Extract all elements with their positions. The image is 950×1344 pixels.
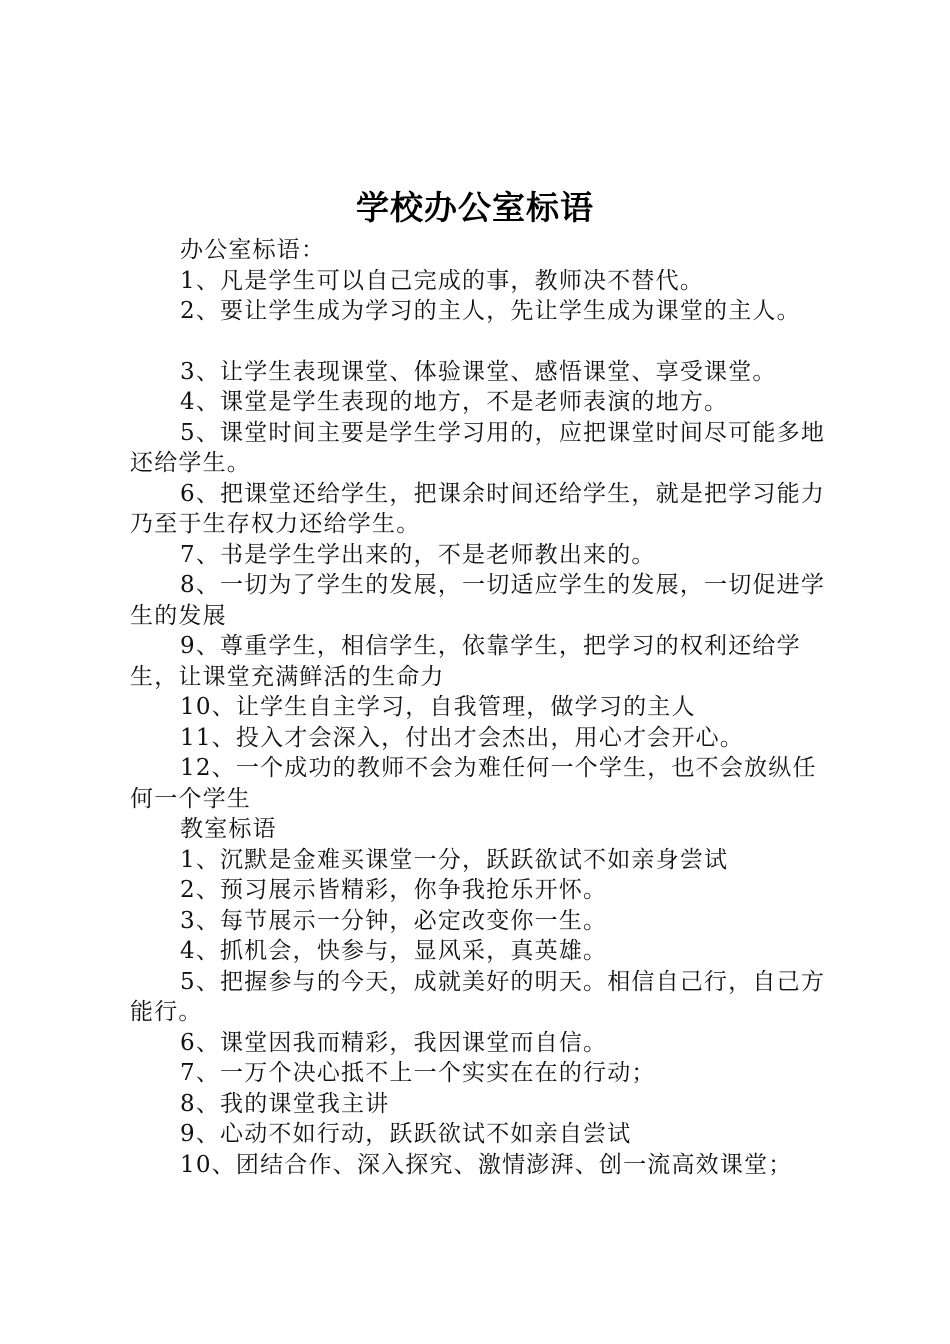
list-item: 4、抓机会，快参与，显风采，真英雄。 [180,938,608,964]
list-item: 7、书是学生学出来的，不是老师教出来的。 [180,541,656,568]
list-item: 8、一切为了学生的发展，一切适应学生的发展，一切促进学生的发展 [130,572,826,629]
list-item: 1、沉默是金难买课堂一分，跃跃欲试不如亲身尝试 [180,846,729,873]
list-item: 8、我的课堂我主讲 [180,1090,390,1117]
list-item: 6、把课堂还给学生，把课余时间还给学生，就是把学习能力乃至于生存权力还给学生。 [130,480,826,537]
section-heading-office: 办公室标语： [180,237,326,263]
list-item: 2、预习展示皆精彩，你争我抢乐开怀。 [180,877,608,903]
document-body [130,235,832,1180]
section-heading-classroom: 教室标语 [180,816,277,842]
document-title: 学校办公室标语 [356,188,594,227]
list-item: 5、把握参与的今天，成就美好的明天。相信自己行，自己方能行。 [130,968,826,1025]
list-item: 11、投入才会深入，付出才会杰出，用心才会开心。 [180,724,745,751]
list-item: 9、心动不如行动，跃跃欲试不如亲自尝试 [180,1121,632,1147]
list-item: 10、让学生自主学习，自我管理，做学习的主人 [180,694,696,720]
list-item: 2、要让学生成为学习的主人，先让学生成为课堂的主人。 [180,298,801,324]
list-item: 7、一万个决心抵不上一个实实在在的行动； [180,1060,656,1086]
list-item: 3、每节展示一分钟，必定改变你一生。 [180,907,608,934]
list-item: 5、课堂时间主要是学生学习用的，应把课堂时间尽可能多地还给学生。 [130,419,826,476]
list-item: 1、凡是学生可以自己完成的事，教师决不替代。 [180,267,705,294]
list-item: 4、课堂是学生表现的地方，不是老师表演的地方。 [180,389,729,415]
list-item: 12、一个成功的教师不会为难任何一个学生，也不会放纵任何一个学生 [130,755,817,812]
list-item: 9、尊重学生，相信学生，依靠学生，把学习的权利还给学生，让课堂充满鲜活的生命力 [130,633,801,690]
list-item: 10、团结合作、深入探究、激情澎湃、创一流高效课堂； [180,1151,793,1178]
list-item: 6、课堂因我而精彩，我因课堂而自信。 [180,1029,608,1056]
list-item: 3、让学生表现课堂、体验课堂、感悟课堂、享受课堂。 [180,358,777,385]
